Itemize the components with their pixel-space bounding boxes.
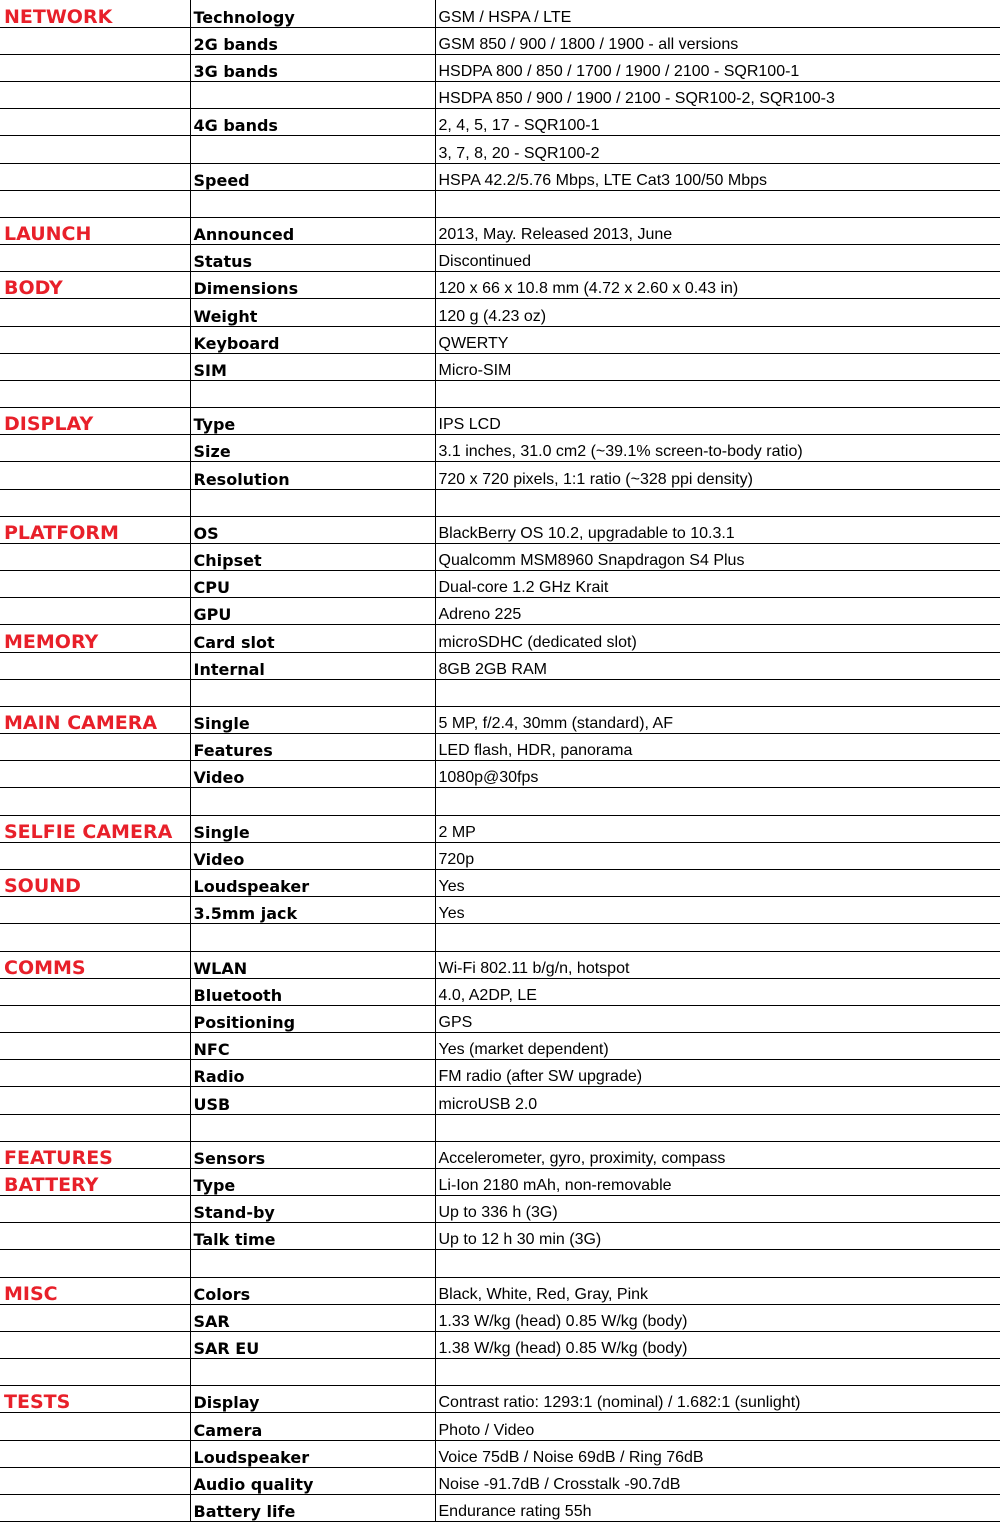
feature-label: Announced	[190, 217, 435, 244]
spec-value	[435, 679, 1000, 706]
spec-value: Li-Ion 2180 mAh, non-removable	[435, 1168, 1000, 1195]
spec-value: IPS LCD	[435, 408, 1000, 435]
spec-value: Qualcomm MSM8960 Snapdragon S4 Plus	[435, 543, 1000, 570]
feature-label	[190, 380, 435, 407]
spec-value: 3, 7, 8, 20 - SQR100-2	[435, 136, 1000, 163]
category-label: PLATFORM	[0, 516, 190, 543]
spec-value: Yes	[435, 870, 1000, 897]
feature-label: Features	[190, 734, 435, 761]
category-label	[0, 788, 190, 815]
spec-row	[0, 1250, 1000, 1277]
spec-value: Noise -91.7dB / Crosstalk -90.7dB	[435, 1467, 1000, 1494]
spec-row	[0, 163, 1000, 190]
spec-row	[0, 1223, 1000, 1250]
category-label	[0, 1413, 190, 1440]
feature-label: Single	[190, 706, 435, 733]
category-label: FEATURES	[0, 1141, 190, 1168]
spec-value	[435, 489, 1000, 516]
spec-row	[0, 1359, 1000, 1386]
spec-row	[0, 897, 1000, 924]
feature-label: SAR EU	[190, 1331, 435, 1358]
feature-label: Talk time	[190, 1223, 435, 1250]
spec-row	[0, 1114, 1000, 1141]
spec-value	[435, 1359, 1000, 1386]
spec-row	[0, 82, 1000, 109]
feature-label: Chipset	[190, 543, 435, 570]
spec-value: HSPA 42.2/5.76 Mbps, LTE Cat3 100/50 Mbps	[435, 163, 1000, 190]
category-label	[0, 761, 190, 788]
spec-value	[435, 380, 1000, 407]
spec-value	[435, 190, 1000, 217]
spec-row	[0, 1168, 1000, 1195]
category-label	[0, 897, 190, 924]
feature-label: Weight	[190, 299, 435, 326]
feature-label: Dimensions	[190, 272, 435, 299]
feature-label: Speed	[190, 163, 435, 190]
feature-label: WLAN	[190, 951, 435, 978]
feature-label	[190, 136, 435, 163]
category-label	[0, 190, 190, 217]
category-label	[0, 543, 190, 570]
category-label: TESTS	[0, 1386, 190, 1413]
spec-row	[0, 0, 1000, 27]
spec-row	[0, 1060, 1000, 1087]
feature-label: SAR	[190, 1304, 435, 1331]
spec-row	[0, 217, 1000, 244]
spec-row	[0, 543, 1000, 570]
spec-value: 5 MP, f/2.4, 30mm (standard), AF	[435, 706, 1000, 733]
spec-row	[0, 652, 1000, 679]
feature-label: Status	[190, 245, 435, 272]
spec-row	[0, 571, 1000, 598]
category-label: COMMS	[0, 951, 190, 978]
spec-value: Voice 75dB / Noise 69dB / Ring 76dB	[435, 1440, 1000, 1467]
spec-value	[435, 788, 1000, 815]
spec-row	[0, 136, 1000, 163]
spec-value: 2, 4, 5, 17 - SQR100-1	[435, 109, 1000, 136]
spec-row	[0, 245, 1000, 272]
spec-value: Micro-SIM	[435, 353, 1000, 380]
feature-label	[190, 489, 435, 516]
spec-row	[0, 435, 1000, 462]
spec-value: Photo / Video	[435, 1413, 1000, 1440]
spec-value: HSDPA 800 / 850 / 1700 / 1900 / 2100 - SQR100-1	[435, 54, 1000, 81]
spec-value: Discontinued	[435, 245, 1000, 272]
spec-row	[0, 761, 1000, 788]
category-label	[0, 1005, 190, 1032]
feature-label: Bluetooth	[190, 978, 435, 1005]
spec-row	[0, 679, 1000, 706]
spec-row	[0, 1494, 1000, 1521]
spec-row	[0, 489, 1000, 516]
category-label	[0, 1359, 190, 1386]
spec-value: 2 MP	[435, 815, 1000, 842]
category-label	[0, 27, 190, 54]
spec-value	[435, 1250, 1000, 1277]
spec-row	[0, 380, 1000, 407]
spec-value: 720 x 720 pixels, 1:1 ratio (~328 ppi density)	[435, 462, 1000, 489]
category-label	[0, 978, 190, 1005]
spec-value: microUSB 2.0	[435, 1087, 1000, 1114]
spec-row	[0, 353, 1000, 380]
spec-value: LED flash, HDR, panorama	[435, 734, 1000, 761]
feature-label: Single	[190, 815, 435, 842]
spec-value: microSDHC (dedicated slot)	[435, 625, 1000, 652]
category-label	[0, 1223, 190, 1250]
spec-value: Up to 336 h (3G)	[435, 1196, 1000, 1223]
spec-row	[0, 1141, 1000, 1168]
category-label	[0, 1060, 190, 1087]
feature-label	[190, 1250, 435, 1277]
spec-value: Endurance rating 55h	[435, 1494, 1000, 1521]
feature-label: Audio quality	[190, 1467, 435, 1494]
category-label	[0, 109, 190, 136]
spec-row	[0, 1413, 1000, 1440]
category-label: LAUNCH	[0, 217, 190, 244]
spec-row	[0, 1005, 1000, 1032]
feature-label: Type	[190, 408, 435, 435]
category-label: MISC	[0, 1277, 190, 1304]
spec-row	[0, 1331, 1000, 1358]
feature-label: 2G bands	[190, 27, 435, 54]
category-label	[0, 1087, 190, 1114]
spec-row	[0, 272, 1000, 299]
spec-value: 3.1 inches, 31.0 cm2 (~39.1% screen-to-body ratio)	[435, 435, 1000, 462]
feature-label: Video	[190, 842, 435, 869]
spec-value: 1.33 W/kg (head) 0.85 W/kg (body)	[435, 1304, 1000, 1331]
spec-row	[0, 815, 1000, 842]
spec-row	[0, 706, 1000, 733]
category-label	[0, 489, 190, 516]
feature-label	[190, 788, 435, 815]
category-label	[0, 1304, 190, 1331]
category-label	[0, 54, 190, 81]
feature-label: Technology	[190, 0, 435, 27]
feature-label: Keyboard	[190, 326, 435, 353]
spec-row	[0, 1196, 1000, 1223]
spec-row	[0, 299, 1000, 326]
category-label	[0, 380, 190, 407]
spec-value	[435, 924, 1000, 951]
feature-label: Loudspeaker	[190, 1440, 435, 1467]
spec-row	[0, 109, 1000, 136]
category-label	[0, 136, 190, 163]
spec-value: Wi-Fi 802.11 b/g/n, hotspot	[435, 951, 1000, 978]
spec-value: GSM / HSPA / LTE	[435, 0, 1000, 27]
spec-value: Accelerometer, gyro, proximity, compass	[435, 1141, 1000, 1168]
spec-row	[0, 924, 1000, 951]
spec-value: 2013, May. Released 2013, June	[435, 217, 1000, 244]
spec-row	[0, 27, 1000, 54]
category-label	[0, 1114, 190, 1141]
feature-label	[190, 924, 435, 951]
feature-label: CPU	[190, 571, 435, 598]
spec-row	[0, 190, 1000, 217]
feature-label: 3G bands	[190, 54, 435, 81]
category-label	[0, 163, 190, 190]
category-label	[0, 1467, 190, 1494]
category-label	[0, 924, 190, 951]
category-label	[0, 353, 190, 380]
spec-value: Adreno 225	[435, 598, 1000, 625]
spec-value: Yes	[435, 897, 1000, 924]
spec-row	[0, 1033, 1000, 1060]
feature-label: Sensors	[190, 1141, 435, 1168]
feature-label: Display	[190, 1386, 435, 1413]
spec-row	[0, 1467, 1000, 1494]
feature-label	[190, 82, 435, 109]
spec-value: Black, White, Red, Gray, Pink	[435, 1277, 1000, 1304]
category-label	[0, 1250, 190, 1277]
category-label	[0, 326, 190, 353]
spec-value: 1.38 W/kg (head) 0.85 W/kg (body)	[435, 1331, 1000, 1358]
spec-row	[0, 1386, 1000, 1413]
spec-value: GPS	[435, 1005, 1000, 1032]
category-label: BODY	[0, 272, 190, 299]
category-label: NETWORK	[0, 0, 190, 27]
feature-label	[190, 190, 435, 217]
category-label	[0, 842, 190, 869]
category-label	[0, 462, 190, 489]
category-label	[0, 1331, 190, 1358]
category-label: MAIN CAMERA	[0, 706, 190, 733]
feature-label: Loudspeaker	[190, 870, 435, 897]
category-label	[0, 652, 190, 679]
spec-value: FM radio (after SW upgrade)	[435, 1060, 1000, 1087]
spec-row	[0, 462, 1000, 489]
feature-label: Radio	[190, 1060, 435, 1087]
feature-label: Camera	[190, 1413, 435, 1440]
feature-label	[190, 679, 435, 706]
feature-label: Stand-by	[190, 1196, 435, 1223]
category-label	[0, 598, 190, 625]
spec-value: 8GB 2GB RAM	[435, 652, 1000, 679]
feature-label	[190, 1114, 435, 1141]
spec-value: BlackBerry OS 10.2, upgradable to 10.3.1	[435, 516, 1000, 543]
spec-value: GSM 850 / 900 / 1800 / 1900 - all versions	[435, 27, 1000, 54]
feature-label: Battery life	[190, 1494, 435, 1521]
feature-label	[190, 1359, 435, 1386]
feature-label: NFC	[190, 1033, 435, 1060]
spec-row	[0, 1277, 1000, 1304]
spec-row	[0, 408, 1000, 435]
spec-value: QWERTY	[435, 326, 1000, 353]
category-label	[0, 1494, 190, 1521]
spec-row	[0, 788, 1000, 815]
category-label	[0, 82, 190, 109]
category-label	[0, 1440, 190, 1467]
spec-value: 720p	[435, 842, 1000, 869]
spec-row	[0, 625, 1000, 652]
spec-value: HSDPA 850 / 900 / 1900 / 2100 - SQR100-2, SQR100-3	[435, 82, 1000, 109]
feature-label: USB	[190, 1087, 435, 1114]
spec-row	[0, 1087, 1000, 1114]
feature-label: OS	[190, 516, 435, 543]
feature-label: SIM	[190, 353, 435, 380]
feature-label: Type	[190, 1168, 435, 1195]
spec-value: Dual-core 1.2 GHz Krait	[435, 571, 1000, 598]
spec-row	[0, 1440, 1000, 1467]
feature-label: Colors	[190, 1277, 435, 1304]
spec-value: 1080p@30fps	[435, 761, 1000, 788]
feature-label: 3.5mm jack	[190, 897, 435, 924]
spec-row	[0, 870, 1000, 897]
category-label	[0, 435, 190, 462]
spec-row	[0, 978, 1000, 1005]
feature-label: Positioning	[190, 1005, 435, 1032]
spec-row	[0, 54, 1000, 81]
category-label	[0, 299, 190, 326]
spec-value: Up to 12 h 30 min (3G)	[435, 1223, 1000, 1250]
spec-row	[0, 326, 1000, 353]
category-label	[0, 245, 190, 272]
spec-value: Yes (market dependent)	[435, 1033, 1000, 1060]
category-label: BATTERY	[0, 1168, 190, 1195]
feature-label: 4G bands	[190, 109, 435, 136]
spec-value: Contrast ratio: 1293:1 (nominal) / 1.682:1 (sunlight)	[435, 1386, 1000, 1413]
spec-row	[0, 516, 1000, 543]
feature-label: Card slot	[190, 625, 435, 652]
category-label	[0, 1033, 190, 1060]
feature-label: Internal	[190, 652, 435, 679]
spec-value: 4.0, A2DP, LE	[435, 978, 1000, 1005]
feature-label: GPU	[190, 598, 435, 625]
spec-row	[0, 951, 1000, 978]
feature-label: Size	[190, 435, 435, 462]
category-label	[0, 571, 190, 598]
spec-row	[0, 842, 1000, 869]
spec-row	[0, 1304, 1000, 1331]
feature-label: Resolution	[190, 462, 435, 489]
category-label: SELFIE CAMERA	[0, 815, 190, 842]
spec-value: 120 x 66 x 10.8 mm (4.72 x 2.60 x 0.43 in)	[435, 272, 1000, 299]
category-label	[0, 1196, 190, 1223]
spec-value	[435, 1114, 1000, 1141]
feature-label: Video	[190, 761, 435, 788]
category-label: DISPLAY	[0, 408, 190, 435]
category-label	[0, 679, 190, 706]
spec-value: 120 g (4.23 oz)	[435, 299, 1000, 326]
category-label: SOUND	[0, 870, 190, 897]
spec-row	[0, 598, 1000, 625]
category-label	[0, 734, 190, 761]
category-label: MEMORY	[0, 625, 190, 652]
spec-row	[0, 734, 1000, 761]
